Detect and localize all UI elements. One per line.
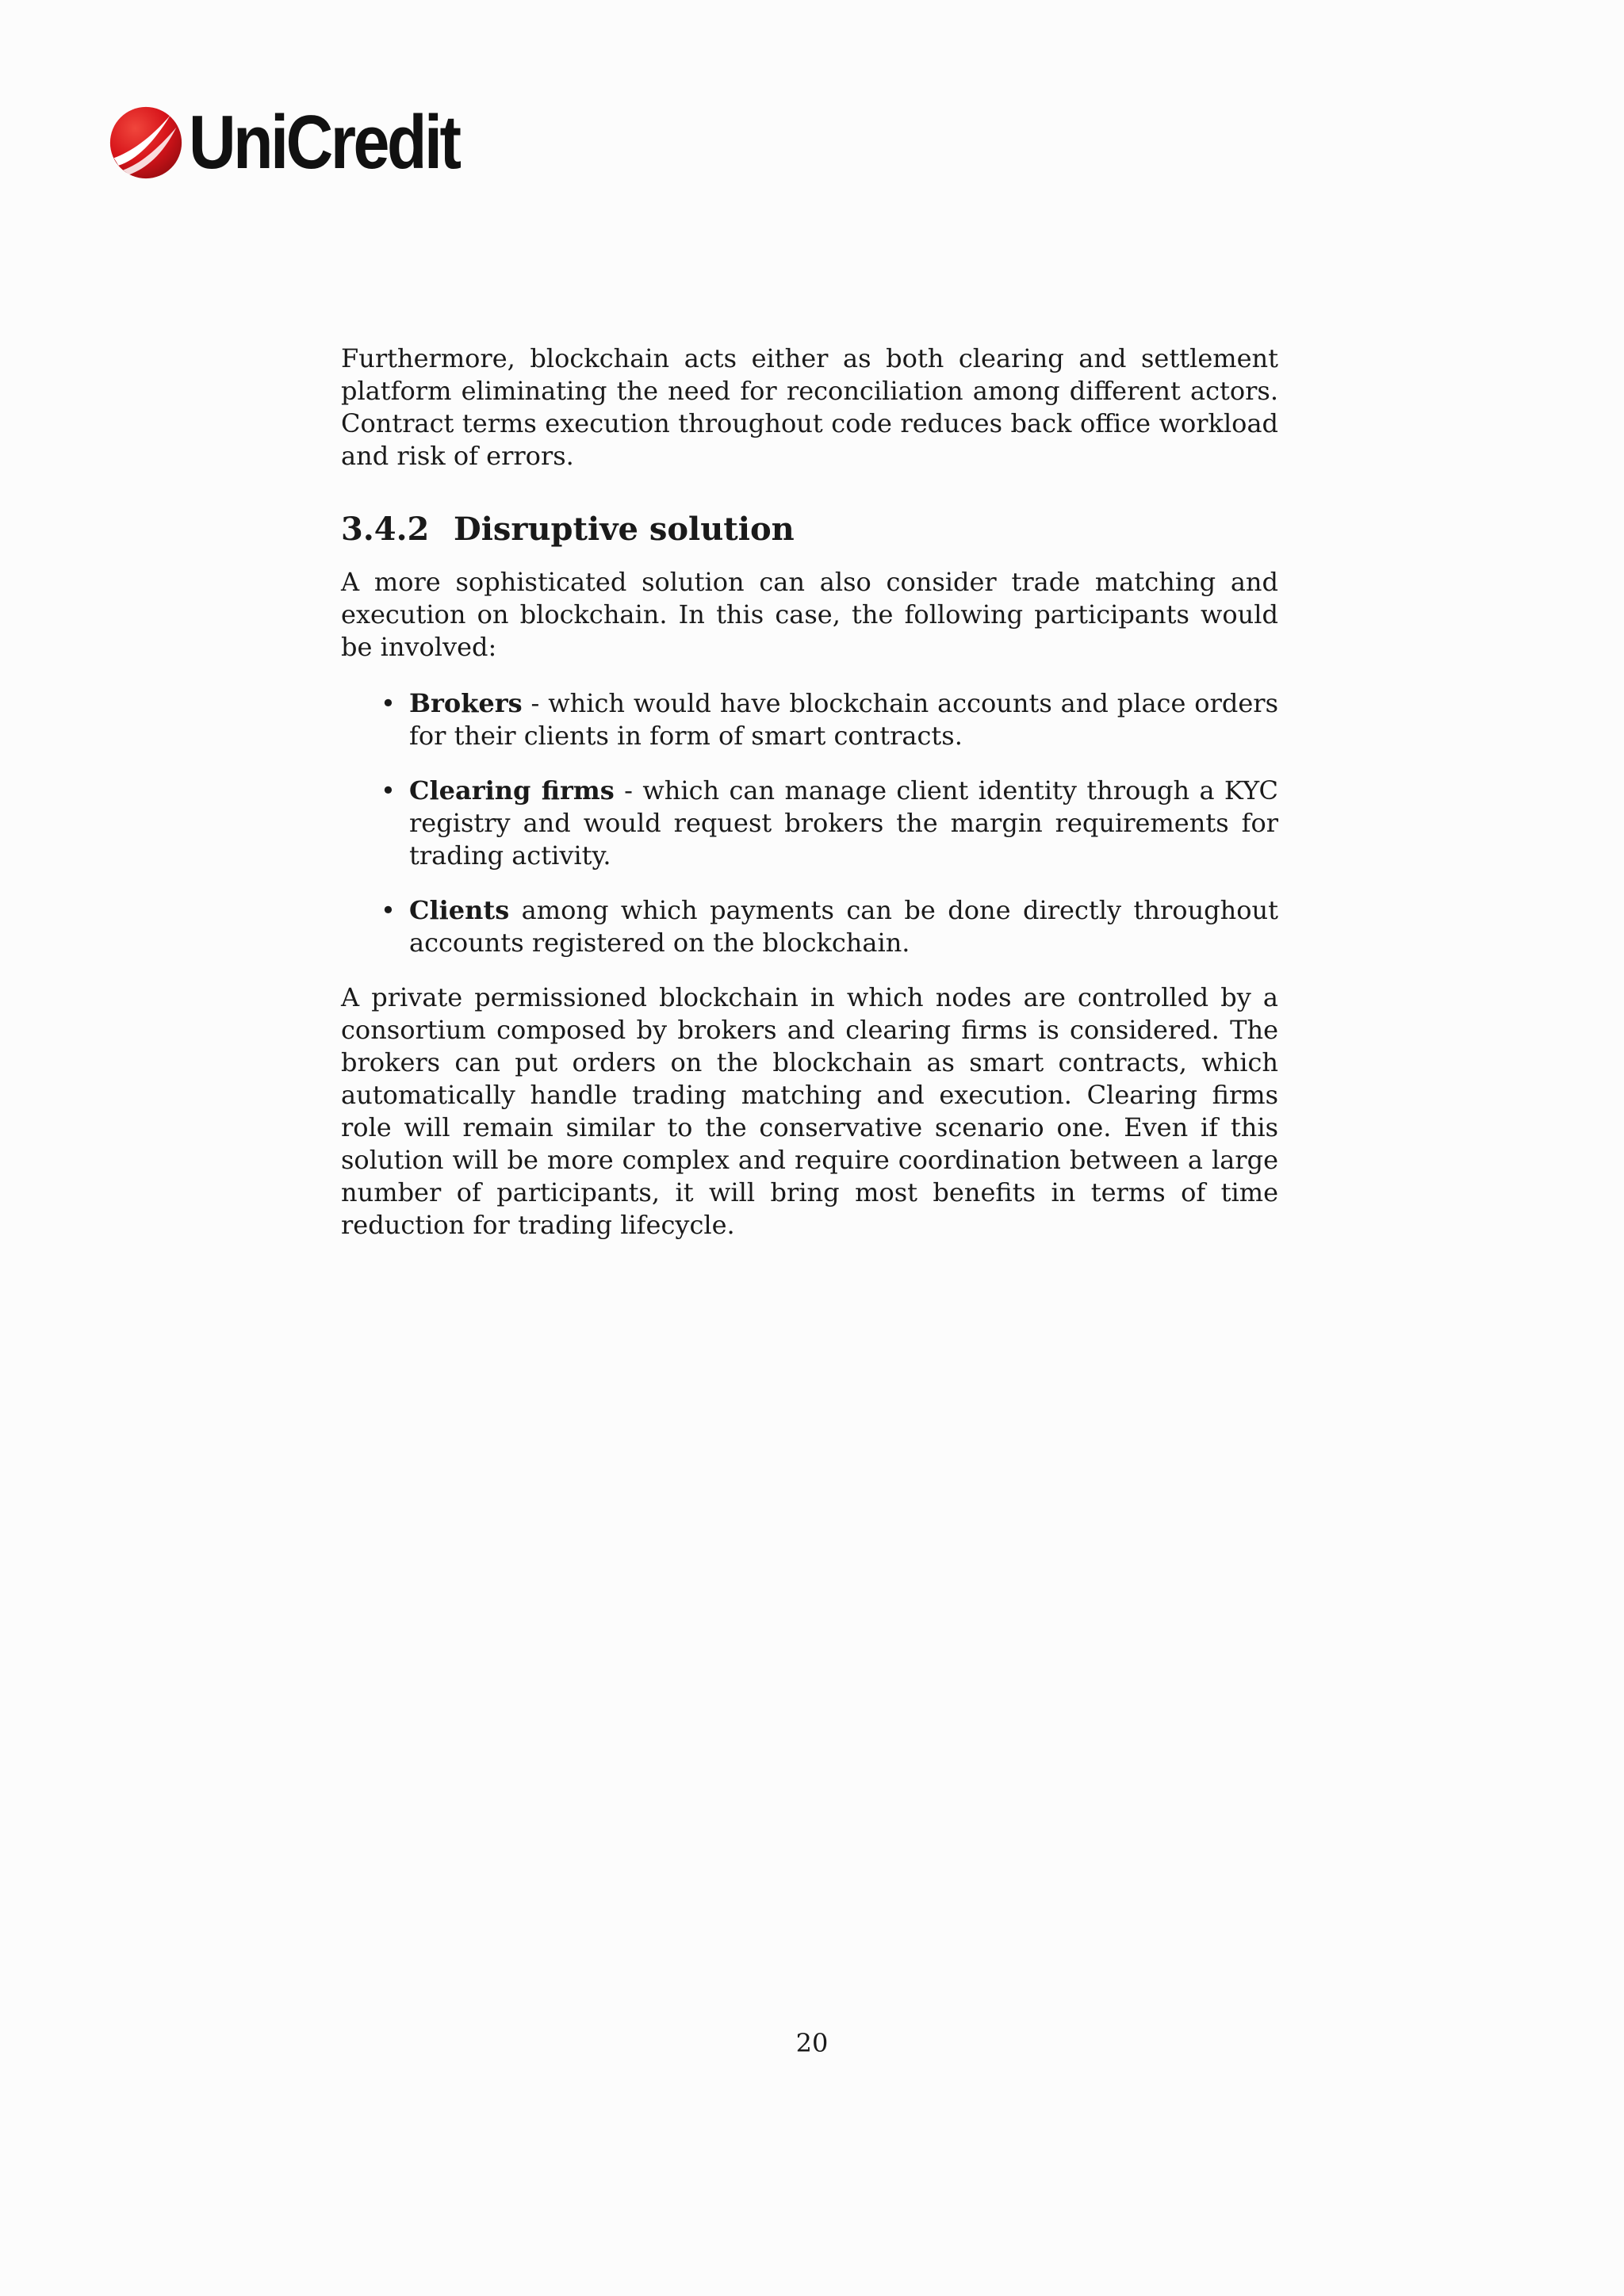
list-item xyxy=(381,687,1278,752)
logo-wordmark: UniCredit xyxy=(189,100,459,185)
participant-term: Clients xyxy=(409,895,510,925)
participant-term: Clearing firms xyxy=(409,775,615,806)
lead-paragraph: A more sophisticated solution can also consider trade matching and execution on blockchain. In this case, the following participants would be involved: xyxy=(341,567,1278,662)
participant-description: among which payments can be done directly throughout accounts registered on the blockchain. xyxy=(409,895,1278,958)
bullet-icon: • xyxy=(381,775,396,806)
section-number: 3.4.2 xyxy=(341,511,430,548)
intro-paragraph: Furthermore, blockchain acts either as both clearing and settlement platform eliminating the need for reconciliation among different actors. Contract terms execution throughout code reduces back office workload and risk of errors. xyxy=(341,343,1278,471)
bullet-icon: • xyxy=(381,895,396,925)
section-title: Disruptive solution xyxy=(454,511,795,548)
section-heading xyxy=(341,509,1278,550)
closing-paragraph: A private permissioned blockchain in which nodes are controlled by a consortium composed by brokers and clearing firms is considered. The brokers can put orders on the blockchain as smart contracts, which automatically handle trading matching and execution. Clearing firms role will remain similar to the conservative scenario one. Even if this solution will be more complex and require coordination between a large number of participants, it will bring most benefits in terms of time reduction for trading lifecycle. xyxy=(341,982,1278,1240)
participant-term: Brokers xyxy=(409,688,523,718)
list-item xyxy=(381,894,1278,959)
page-content xyxy=(341,342,1278,1242)
page-number: 20 xyxy=(795,2028,829,2058)
participants-list xyxy=(341,687,1278,959)
list-item xyxy=(381,775,1279,872)
unicredit-logo xyxy=(108,100,503,185)
bullet-icon: • xyxy=(381,688,396,718)
participant-description: - which can manage client identity through a KYC registry and would request brokers the margin requirements for trading activity. xyxy=(409,775,1279,871)
unicredit-emblem-icon xyxy=(108,105,184,181)
participant-description: - which would have blockchain accounts and place orders for their clients in form of smart contracts. xyxy=(409,688,1278,751)
